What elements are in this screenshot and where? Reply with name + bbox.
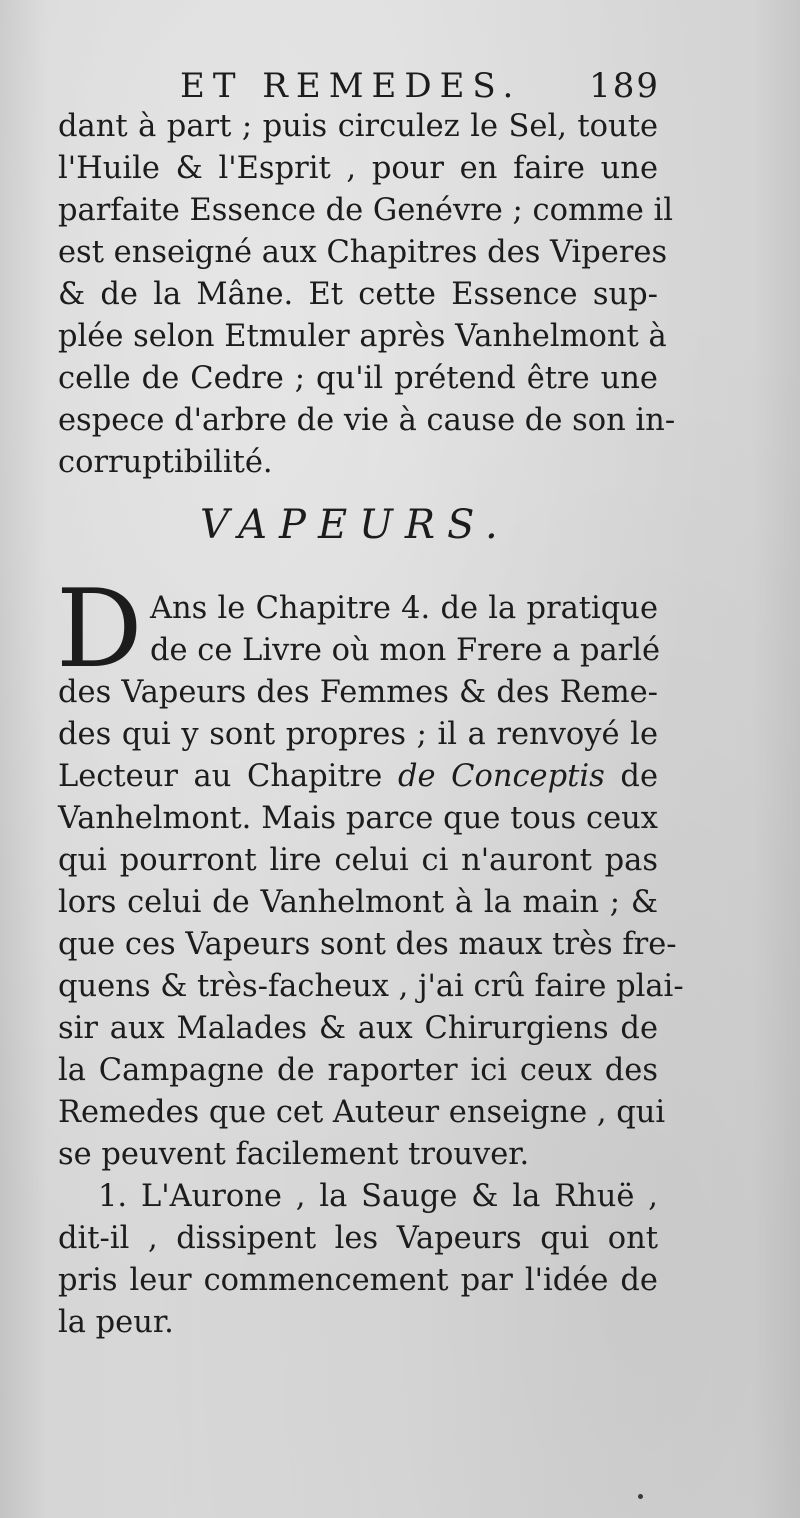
text-line: sir aux Malades & aux Chirurgiens de xyxy=(58,1011,658,1046)
text-line xyxy=(58,756,658,798)
text-line: Vanhelmont. Mais parce que tous ceux xyxy=(58,801,658,836)
text-line: Remedes que cet Auteur enseigne , qui xyxy=(58,1095,666,1130)
text-line: Ans le Chapitre 4. de la pratique xyxy=(150,591,658,626)
text-line: espece d'arbre de vie à cause de son in- xyxy=(58,403,676,438)
text-segment: Lecteur au Chapitre xyxy=(58,759,398,794)
italic-title: de Conceptis xyxy=(397,759,605,794)
text-line: plée selon Etmuler après Vanhelmont à xyxy=(58,319,667,354)
text-line: la Campagne de raporter ici ceux des xyxy=(58,1053,658,1088)
text-line: que ces Vapeurs sont des maux très fre- xyxy=(58,927,677,962)
text-line: de ce Livre où mon Frere a parlé xyxy=(150,633,661,668)
text-line: lors celui de Vanhelmont à la main ; & xyxy=(58,885,658,920)
text-line: la peur. xyxy=(58,1305,174,1340)
section-heading: VAPEURS. xyxy=(200,502,510,548)
text-line: l'Huile & l'Esprit , pour en faire une xyxy=(58,151,658,186)
text-line: quens & très-facheux , j'ai crû faire plai- xyxy=(58,969,684,1004)
item-number: 1. xyxy=(98,1179,128,1214)
text-line: dant à part ; puis circulez le Sel, toute xyxy=(58,109,658,144)
text-line: pris leur commencement par l'idée de xyxy=(58,1263,658,1298)
text-line: se peuvent facilement trouver. xyxy=(58,1137,530,1172)
running-title: ET REMEDES. xyxy=(180,66,522,106)
text-segment: de xyxy=(604,759,658,794)
text-line: dit-il , dissipent les Vapeurs qui ont xyxy=(58,1221,658,1256)
text-line: des Vapeurs des Femmes & des Reme- xyxy=(58,675,658,710)
text-line: celle de Cedre ; qu'il prétend être une xyxy=(58,361,658,396)
text-line xyxy=(58,1176,658,1218)
page-number: 189 xyxy=(589,66,660,106)
text-line: des qui y sont propres ; il a renvoyé le xyxy=(58,717,658,752)
text-segment: L'Aurone , la Sauge & la Rhuë , xyxy=(127,1179,658,1214)
text-line: parfaite Essence de Genévre ; comme il xyxy=(58,193,674,228)
text-line: corruptibilité. xyxy=(58,445,273,480)
text-line: & de la Mâne. Et cette Essence sup- xyxy=(58,277,658,312)
ink-speck xyxy=(638,1494,643,1499)
drop-cap: D xyxy=(56,567,143,692)
text-line: est enseigné aux Chapitres des Viperes xyxy=(58,235,668,270)
text-line: qui pourront lire celui ci n'auront pas xyxy=(58,843,658,878)
